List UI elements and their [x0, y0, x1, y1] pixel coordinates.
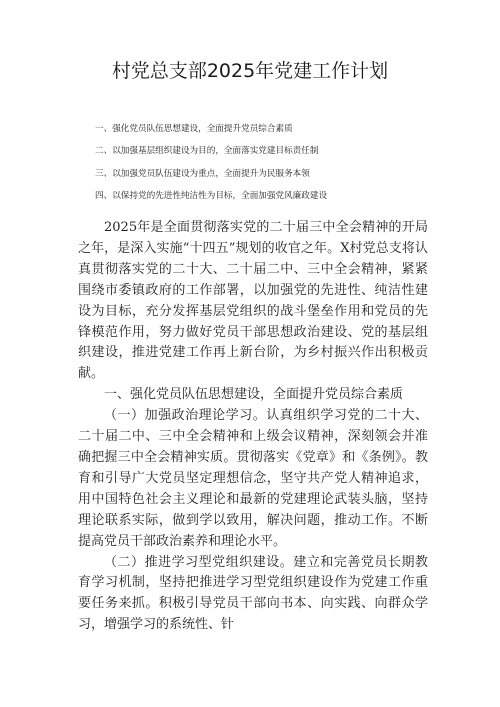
document-body	[78, 218, 428, 636]
intro-paragraph: 2025年是全面贯彻落实党的二十届三中全会精神的开局之年，是深入实施“十四五”规划的收官之年。X村党总支将认真贯彻落实党的二十大、二十届二中、三中全会精神，紧紧围绕市委镇政府的工作部署，以加强党的先进性、纯洁性建设为目标，充分发挥基层党组织的战斗堡垒作用和党员的先锋模范作用，努力做好党员干部思想政治建设、党的基层组织建设，推进党建工作再上新台阶，为乡村振兴作出积极贡献。	[78, 220, 428, 382]
toc-item: 三、以加强党员队伍建设为重点，全面提升为民服务本领	[95, 168, 310, 179]
section-heading: 一、强化党员队伍思想建设，全面提升党员综合素质	[104, 387, 404, 403]
body-paragraph: （二）推进学习型党组织建设。建立和完善党员长期教育学习机制，坚持把推进学习型党组织建设作为党建工作重要任务来抓。积极引导党员干部向书本、向实践、向群众学习，增强学习的系统性、针	[78, 554, 428, 633]
document-title: 村党总支部2025年党建工作计划	[111, 60, 389, 82]
toc-item: 二、以加强基层组织建设为目的，全面落实党建目标责任制	[95, 146, 319, 157]
toc-item: 四、以保持党的先进性纯洁性为目标，全面加强党风廉政建设	[95, 190, 328, 201]
toc-item: 一、强化党员队伍思想建设，全面提升党员综合素质	[95, 124, 293, 134]
table-of-contents	[95, 124, 435, 213]
body-paragraph: （一）加强政治理论学习。认真组织学习党的二十大、二十届二中、三中全会精神和上级会议精神，深刻领会并准确把握三中全会精神实质。贯彻落实《党章》和《条例》。教育和引导广大党员坚定理想信念，坚守共产党人精神追求，用中国特色社会主义理论和最新的党建理论武装头脑，坚持理论联系实际，做到学以致用，解决问题，推动工作。不断提高党员干部政治素养和理论水平。	[78, 408, 428, 549]
